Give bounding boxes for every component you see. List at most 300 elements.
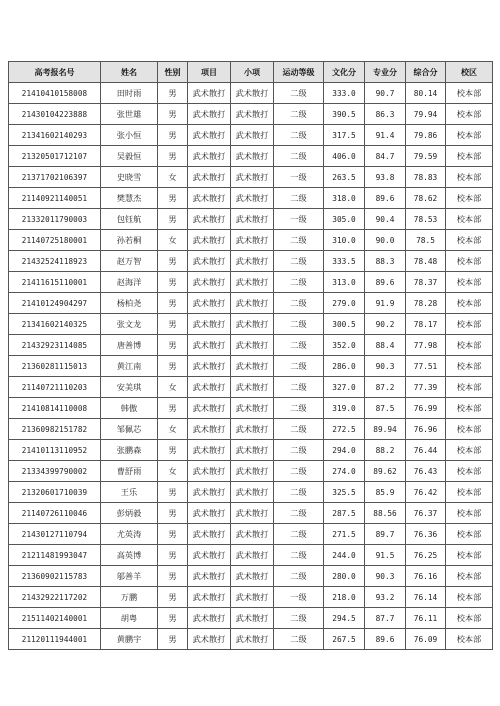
table-row xyxy=(9,503,493,524)
cell-composite-score: 78.17 xyxy=(406,314,446,335)
cell-event: 武术散打 xyxy=(188,335,231,356)
cell-specialty-score: 87.7 xyxy=(365,608,406,629)
cell-gender: 男 xyxy=(158,335,188,356)
cell-athlete-level: 二级 xyxy=(274,356,324,377)
cell-specialty-score: 90.0 xyxy=(365,230,406,251)
header-row xyxy=(9,62,493,83)
cell-exam-number: 21341602140293 xyxy=(9,125,101,146)
table-row xyxy=(9,314,493,335)
cell-culture-score: 300.5 xyxy=(324,314,365,335)
table-row xyxy=(9,419,493,440)
header-event: 项目 xyxy=(188,62,231,83)
cell-specialty-score: 88.4 xyxy=(365,335,406,356)
cell-campus: 校本部 xyxy=(446,209,493,230)
cell-exam-number: 21332011790003 xyxy=(9,209,101,230)
header-name: 姓名 xyxy=(101,62,158,83)
cell-specialty-score: 88.2 xyxy=(365,440,406,461)
cell-event: 武术散打 xyxy=(188,461,231,482)
header-exam-number: 高考报名号 xyxy=(9,62,101,83)
cell-exam-number: 21320601710039 xyxy=(9,482,101,503)
cell-culture-score: 325.5 xyxy=(324,482,365,503)
table-row xyxy=(9,356,493,377)
cell-campus: 校本部 xyxy=(446,482,493,503)
cell-exam-number: 21140921140051 xyxy=(9,188,101,209)
cell-culture-score: 280.0 xyxy=(324,566,365,587)
cell-athlete-level: 一级 xyxy=(274,587,324,608)
cell-sub-event: 武术散打 xyxy=(231,419,274,440)
cell-event: 武术散打 xyxy=(188,188,231,209)
cell-athlete-level: 二级 xyxy=(274,251,324,272)
cell-composite-score: 76.96 xyxy=(406,419,446,440)
cell-event: 武术散打 xyxy=(188,356,231,377)
cell-name: 尤英涛 xyxy=(101,524,158,545)
cell-athlete-level: 二级 xyxy=(274,440,324,461)
cell-exam-number: 21432922117202 xyxy=(9,587,101,608)
cell-composite-score: 77.51 xyxy=(406,356,446,377)
cell-campus: 校本部 xyxy=(446,608,493,629)
cell-campus: 校本部 xyxy=(446,440,493,461)
cell-gender: 男 xyxy=(158,83,188,104)
cell-specialty-score: 91.9 xyxy=(365,293,406,314)
cell-culture-score: 319.0 xyxy=(324,398,365,419)
cell-composite-score: 76.37 xyxy=(406,503,446,524)
table-row xyxy=(9,335,493,356)
cell-athlete-level: 二级 xyxy=(274,272,324,293)
header-athlete-level: 运动等级 xyxy=(274,62,324,83)
cell-composite-score: 76.11 xyxy=(406,608,446,629)
cell-specialty-score: 86.3 xyxy=(365,104,406,125)
cell-exam-number: 21410113110952 xyxy=(9,440,101,461)
cell-sub-event: 武术散打 xyxy=(231,503,274,524)
cell-exam-number: 21432923114085 xyxy=(9,335,101,356)
cell-sub-event: 武术散打 xyxy=(231,356,274,377)
cell-exam-number: 21410410158008 xyxy=(9,83,101,104)
cell-gender: 男 xyxy=(158,524,188,545)
table-row xyxy=(9,629,493,650)
cell-athlete-level: 二级 xyxy=(274,335,324,356)
cell-culture-score: 317.5 xyxy=(324,125,365,146)
cell-culture-score: 287.5 xyxy=(324,503,365,524)
cell-campus: 校本部 xyxy=(446,398,493,419)
cell-composite-score: 78.53 xyxy=(406,209,446,230)
cell-sub-event: 武术散打 xyxy=(231,209,274,230)
table-row xyxy=(9,104,493,125)
cell-specialty-score: 90.4 xyxy=(365,209,406,230)
cell-gender: 男 xyxy=(158,545,188,566)
cell-athlete-level: 二级 xyxy=(274,503,324,524)
cell-campus: 校本部 xyxy=(446,251,493,272)
cell-specialty-score: 90.3 xyxy=(365,566,406,587)
cell-event: 武术散打 xyxy=(188,587,231,608)
table-row xyxy=(9,482,493,503)
cell-name: 包钰航 xyxy=(101,209,158,230)
cell-gender: 女 xyxy=(158,419,188,440)
cell-event: 武术散打 xyxy=(188,629,231,650)
table-row xyxy=(9,83,493,104)
cell-campus: 校本部 xyxy=(446,356,493,377)
cell-event: 武术散打 xyxy=(188,377,231,398)
cell-campus: 校本部 xyxy=(446,188,493,209)
cell-specialty-score: 90.3 xyxy=(365,356,406,377)
cell-sub-event: 武术散打 xyxy=(231,524,274,545)
cell-specialty-score: 89.62 xyxy=(365,461,406,482)
cell-name: 高英博 xyxy=(101,545,158,566)
cell-specialty-score: 88.56 xyxy=(365,503,406,524)
cell-sub-event: 武术散打 xyxy=(231,251,274,272)
cell-specialty-score: 89.6 xyxy=(365,188,406,209)
cell-name: 杨柏尧 xyxy=(101,293,158,314)
cell-event: 武术散打 xyxy=(188,146,231,167)
cell-sub-event: 武术散打 xyxy=(231,104,274,125)
cell-gender: 女 xyxy=(158,167,188,188)
cell-exam-number: 21432524118923 xyxy=(9,251,101,272)
cell-event: 武术散打 xyxy=(188,503,231,524)
cell-sub-event: 武术散打 xyxy=(231,335,274,356)
table-row xyxy=(9,293,493,314)
cell-athlete-level: 二级 xyxy=(274,545,324,566)
cell-specialty-score: 87.2 xyxy=(365,377,406,398)
cell-composite-score: 76.09 xyxy=(406,629,446,650)
cell-name: 史晓雪 xyxy=(101,167,158,188)
cell-sub-event: 武术散打 xyxy=(231,629,274,650)
cell-exam-number: 21211481993047 xyxy=(9,545,101,566)
cell-composite-score: 78.28 xyxy=(406,293,446,314)
cell-specialty-score: 91.4 xyxy=(365,125,406,146)
cell-sub-event: 武术散打 xyxy=(231,83,274,104)
cell-campus: 校本部 xyxy=(446,146,493,167)
cell-event: 武术散打 xyxy=(188,524,231,545)
cell-culture-score: 313.0 xyxy=(324,272,365,293)
cell-sub-event: 武术散打 xyxy=(231,587,274,608)
cell-specialty-score: 89.94 xyxy=(365,419,406,440)
cell-gender: 男 xyxy=(158,251,188,272)
cell-event: 武术散打 xyxy=(188,104,231,125)
cell-culture-score: 333.0 xyxy=(324,83,365,104)
cell-event: 武术散打 xyxy=(188,209,231,230)
cell-name: 张鹏森 xyxy=(101,440,158,461)
cell-culture-score: 218.0 xyxy=(324,587,365,608)
table-row xyxy=(9,209,493,230)
cell-name: 万鹏 xyxy=(101,587,158,608)
table-row xyxy=(9,587,493,608)
cell-composite-score: 79.86 xyxy=(406,125,446,146)
cell-athlete-level: 二级 xyxy=(274,188,324,209)
cell-athlete-level: 二级 xyxy=(274,146,324,167)
cell-culture-score: 263.5 xyxy=(324,167,365,188)
table-row xyxy=(9,461,493,482)
cell-gender: 男 xyxy=(158,398,188,419)
cell-sub-event: 武术散打 xyxy=(231,314,274,335)
table-row xyxy=(9,167,493,188)
cell-athlete-level: 二级 xyxy=(274,524,324,545)
cell-event: 武术散打 xyxy=(188,419,231,440)
cell-campus: 校本部 xyxy=(446,335,493,356)
cell-event: 武术散打 xyxy=(188,440,231,461)
table-row xyxy=(9,524,493,545)
cell-name: 黄江南 xyxy=(101,356,158,377)
cell-name: 吴毅恒 xyxy=(101,146,158,167)
cell-culture-score: 271.5 xyxy=(324,524,365,545)
cell-specialty-score: 89.6 xyxy=(365,272,406,293)
cell-campus: 校本部 xyxy=(446,167,493,188)
cell-specialty-score: 93.8 xyxy=(365,167,406,188)
cell-composite-score: 78.37 xyxy=(406,272,446,293)
cell-composite-score: 76.36 xyxy=(406,524,446,545)
cell-campus: 校本部 xyxy=(446,104,493,125)
cell-culture-score: 274.0 xyxy=(324,461,365,482)
cell-athlete-level: 二级 xyxy=(274,419,324,440)
table-row xyxy=(9,125,493,146)
score-table-container xyxy=(8,61,492,650)
cell-athlete-level: 二级 xyxy=(274,314,324,335)
cell-athlete-level: 二级 xyxy=(274,104,324,125)
cell-sub-event: 武术散打 xyxy=(231,377,274,398)
cell-athlete-level: 一级 xyxy=(274,209,324,230)
cell-event: 武术散打 xyxy=(188,608,231,629)
table-row xyxy=(9,398,493,419)
table-body xyxy=(9,83,493,650)
cell-gender: 男 xyxy=(158,629,188,650)
cell-name: 邬善羊 xyxy=(101,566,158,587)
cell-campus: 校本部 xyxy=(446,461,493,482)
table-row xyxy=(9,377,493,398)
cell-sub-event: 武术散打 xyxy=(231,188,274,209)
cell-event: 武术散打 xyxy=(188,251,231,272)
cell-culture-score: 267.5 xyxy=(324,629,365,650)
cell-composite-score: 76.16 xyxy=(406,566,446,587)
cell-campus: 校本部 xyxy=(446,524,493,545)
table-row xyxy=(9,251,493,272)
cell-culture-score: 390.5 xyxy=(324,104,365,125)
cell-exam-number: 21430127110794 xyxy=(9,524,101,545)
cell-athlete-level: 二级 xyxy=(274,83,324,104)
table-row xyxy=(9,545,493,566)
cell-athlete-level: 二级 xyxy=(274,461,324,482)
cell-athlete-level: 二级 xyxy=(274,125,324,146)
table-row xyxy=(9,566,493,587)
cell-name: 孙若桐 xyxy=(101,230,158,251)
cell-composite-score: 76.44 xyxy=(406,440,446,461)
cell-composite-score: 76.43 xyxy=(406,461,446,482)
cell-sub-event: 武术散打 xyxy=(231,398,274,419)
cell-sub-event: 武术散打 xyxy=(231,608,274,629)
cell-gender: 男 xyxy=(158,104,188,125)
cell-sub-event: 武术散打 xyxy=(231,293,274,314)
cell-athlete-level: 二级 xyxy=(274,608,324,629)
cell-event: 武术散打 xyxy=(188,230,231,251)
cell-specialty-score: 90.2 xyxy=(365,314,406,335)
cell-culture-score: 333.5 xyxy=(324,251,365,272)
cell-sub-event: 武术散打 xyxy=(231,566,274,587)
cell-athlete-level: 二级 xyxy=(274,482,324,503)
cell-culture-score: 286.0 xyxy=(324,356,365,377)
table-row xyxy=(9,146,493,167)
cell-event: 武术散打 xyxy=(188,482,231,503)
cell-gender: 女 xyxy=(158,377,188,398)
cell-name: 黄鹏宇 xyxy=(101,629,158,650)
cell-campus: 校本部 xyxy=(446,587,493,608)
cell-gender: 男 xyxy=(158,566,188,587)
cell-composite-score: 78.5 xyxy=(406,230,446,251)
cell-culture-score: 294.5 xyxy=(324,608,365,629)
cell-composite-score: 76.99 xyxy=(406,398,446,419)
cell-sub-event: 武术散打 xyxy=(231,230,274,251)
cell-athlete-level: 二级 xyxy=(274,566,324,587)
cell-sub-event: 武术散打 xyxy=(231,440,274,461)
cell-gender: 男 xyxy=(158,503,188,524)
cell-exam-number: 21511402140001 xyxy=(9,608,101,629)
cell-name: 张小恒 xyxy=(101,125,158,146)
cell-name: 樊慧杰 xyxy=(101,188,158,209)
cell-campus: 校本部 xyxy=(446,419,493,440)
cell-gender: 男 xyxy=(158,314,188,335)
cell-culture-score: 279.0 xyxy=(324,293,365,314)
cell-name: 赵海洋 xyxy=(101,272,158,293)
cell-sub-event: 武术散打 xyxy=(231,167,274,188)
cell-composite-score: 79.94 xyxy=(406,104,446,125)
cell-sub-event: 武术散打 xyxy=(231,461,274,482)
header-gender: 性别 xyxy=(158,62,188,83)
cell-specialty-score: 93.2 xyxy=(365,587,406,608)
cell-specialty-score: 84.7 xyxy=(365,146,406,167)
cell-exam-number: 21140725180001 xyxy=(9,230,101,251)
cell-athlete-level: 二级 xyxy=(274,629,324,650)
cell-name: 唐善博 xyxy=(101,335,158,356)
cell-gender: 男 xyxy=(158,356,188,377)
cell-specialty-score: 87.5 xyxy=(365,398,406,419)
header-specialty-score: 专业分 xyxy=(365,62,406,83)
cell-gender: 男 xyxy=(158,209,188,230)
cell-name: 安美琪 xyxy=(101,377,158,398)
cell-gender: 男 xyxy=(158,146,188,167)
cell-culture-score: 272.5 xyxy=(324,419,365,440)
cell-composite-score: 76.42 xyxy=(406,482,446,503)
cell-gender: 男 xyxy=(158,188,188,209)
cell-composite-score: 78.62 xyxy=(406,188,446,209)
cell-event: 武术散打 xyxy=(188,83,231,104)
cell-sub-event: 武术散打 xyxy=(231,545,274,566)
cell-specialty-score: 89.7 xyxy=(365,524,406,545)
cell-name: 邹佩芯 xyxy=(101,419,158,440)
table-row xyxy=(9,440,493,461)
cell-name: 胡粤 xyxy=(101,608,158,629)
table-row xyxy=(9,272,493,293)
cell-gender: 男 xyxy=(158,272,188,293)
cell-athlete-level: 二级 xyxy=(274,377,324,398)
cell-specialty-score: 91.5 xyxy=(365,545,406,566)
cell-campus: 校本部 xyxy=(446,503,493,524)
header-campus: 校区 xyxy=(446,62,493,83)
cell-campus: 校本部 xyxy=(446,272,493,293)
cell-gender: 男 xyxy=(158,440,188,461)
cell-event: 武术散打 xyxy=(188,566,231,587)
cell-composite-score: 76.25 xyxy=(406,545,446,566)
cell-exam-number: 21341602140325 xyxy=(9,314,101,335)
cell-campus: 校本部 xyxy=(446,545,493,566)
cell-composite-score: 78.48 xyxy=(406,251,446,272)
cell-campus: 校本部 xyxy=(446,314,493,335)
cell-culture-score: 352.0 xyxy=(324,335,365,356)
cell-campus: 校本部 xyxy=(446,293,493,314)
cell-name: 赵万智 xyxy=(101,251,158,272)
cell-composite-score: 76.14 xyxy=(406,587,446,608)
cell-culture-score: 294.0 xyxy=(324,440,365,461)
cell-event: 武术散打 xyxy=(188,125,231,146)
cell-event: 武术散打 xyxy=(188,545,231,566)
cell-sub-event: 武术散打 xyxy=(231,125,274,146)
cell-exam-number: 21410124904297 xyxy=(9,293,101,314)
cell-exam-number: 21371702106397 xyxy=(9,167,101,188)
cell-event: 武术散打 xyxy=(188,272,231,293)
cell-gender: 女 xyxy=(158,461,188,482)
cell-composite-score: 80.14 xyxy=(406,83,446,104)
cell-gender: 男 xyxy=(158,608,188,629)
cell-culture-score: 244.0 xyxy=(324,545,365,566)
cell-campus: 校本部 xyxy=(446,83,493,104)
cell-sub-event: 武术散打 xyxy=(231,146,274,167)
cell-exam-number: 21140721110203 xyxy=(9,377,101,398)
cell-exam-number: 21120111944001 xyxy=(9,629,101,650)
cell-gender: 男 xyxy=(158,482,188,503)
cell-campus: 校本部 xyxy=(446,377,493,398)
table-row xyxy=(9,230,493,251)
cell-exam-number: 21410814110008 xyxy=(9,398,101,419)
cell-name: 曹舒雨 xyxy=(101,461,158,482)
cell-gender: 男 xyxy=(158,293,188,314)
cell-composite-score: 79.59 xyxy=(406,146,446,167)
cell-campus: 校本部 xyxy=(446,566,493,587)
cell-exam-number: 21360982151782 xyxy=(9,419,101,440)
cell-composite-score: 77.39 xyxy=(406,377,446,398)
cell-athlete-level: 二级 xyxy=(274,293,324,314)
cell-culture-score: 406.0 xyxy=(324,146,365,167)
cell-exam-number: 21320501712107 xyxy=(9,146,101,167)
admission-score-table xyxy=(8,61,493,650)
cell-name: 王乐 xyxy=(101,482,158,503)
cell-exam-number: 21430104223888 xyxy=(9,104,101,125)
cell-culture-score: 305.0 xyxy=(324,209,365,230)
cell-composite-score: 78.83 xyxy=(406,167,446,188)
cell-event: 武术散打 xyxy=(188,293,231,314)
cell-name: 彭炳毅 xyxy=(101,503,158,524)
cell-gender: 女 xyxy=(158,230,188,251)
cell-gender: 男 xyxy=(158,125,188,146)
cell-specialty-score: 85.9 xyxy=(365,482,406,503)
cell-campus: 校本部 xyxy=(446,629,493,650)
cell-athlete-level: 二级 xyxy=(274,230,324,251)
cell-sub-event: 武术散打 xyxy=(231,272,274,293)
cell-exam-number: 21360902115783 xyxy=(9,566,101,587)
cell-specialty-score: 89.6 xyxy=(365,629,406,650)
cell-event: 武术散打 xyxy=(188,398,231,419)
cell-composite-score: 77.98 xyxy=(406,335,446,356)
header-sub-event: 小项 xyxy=(231,62,274,83)
cell-name: 张文龙 xyxy=(101,314,158,335)
cell-gender: 男 xyxy=(158,587,188,608)
cell-exam-number: 21411615110001 xyxy=(9,272,101,293)
cell-athlete-level: 二级 xyxy=(274,398,324,419)
header-composite-score: 综合分 xyxy=(406,62,446,83)
cell-specialty-score: 90.7 xyxy=(365,83,406,104)
header-culture-score: 文化分 xyxy=(324,62,365,83)
cell-exam-number: 21140726110046 xyxy=(9,503,101,524)
cell-athlete-level: 一级 xyxy=(274,167,324,188)
cell-event: 武术散打 xyxy=(188,167,231,188)
cell-exam-number: 21334399790002 xyxy=(9,461,101,482)
cell-culture-score: 327.0 xyxy=(324,377,365,398)
cell-campus: 校本部 xyxy=(446,230,493,251)
cell-name: 韩傲 xyxy=(101,398,158,419)
